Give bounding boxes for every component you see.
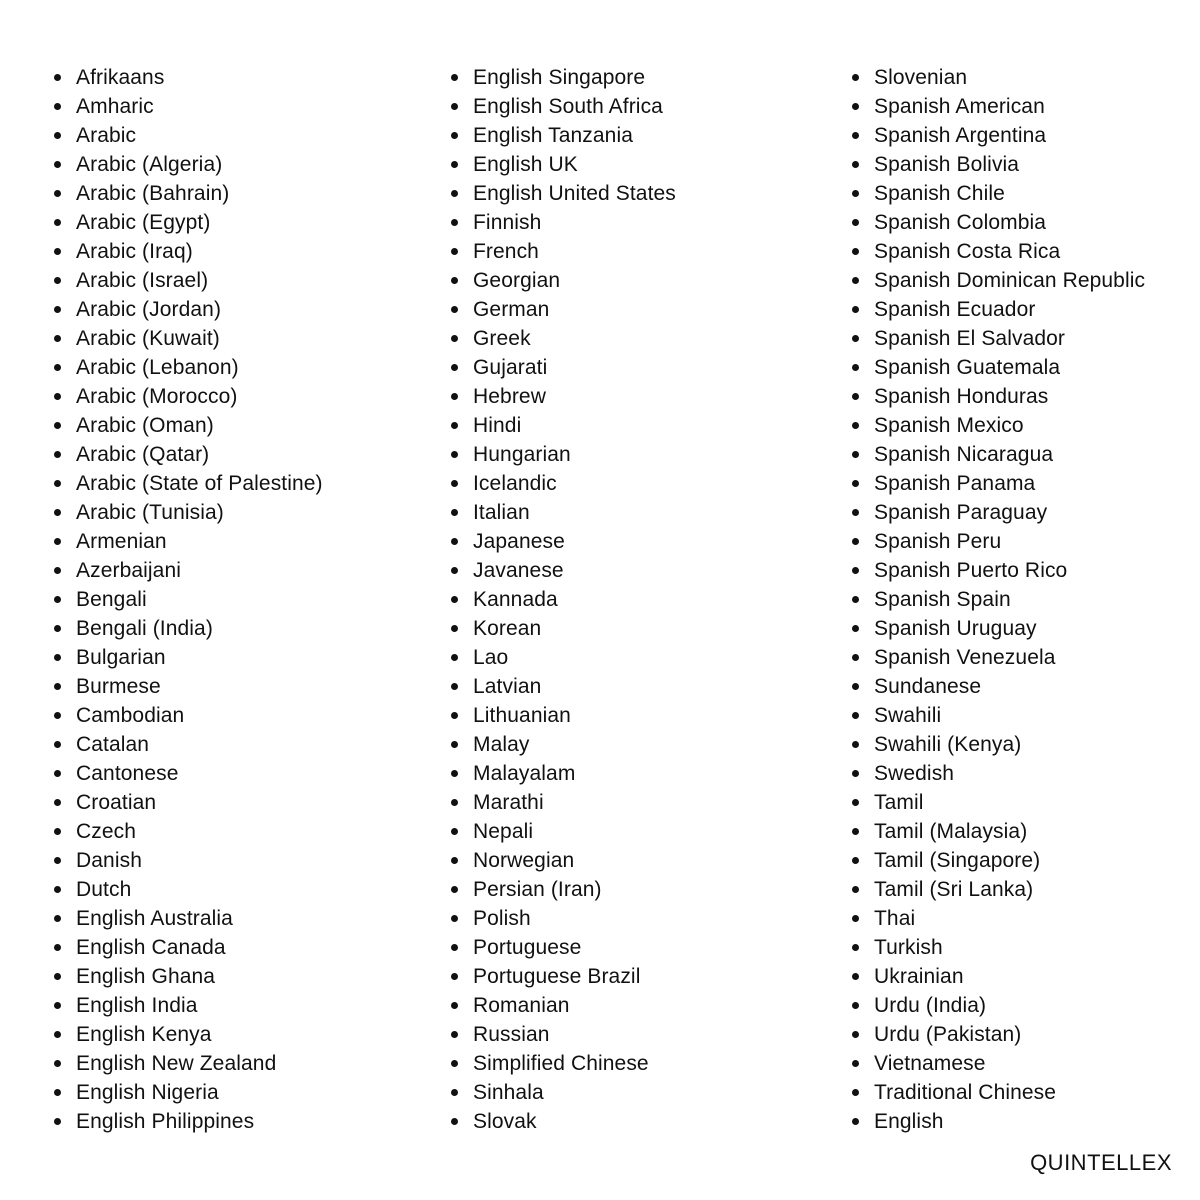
language-list-item: English Ghana (54, 962, 323, 991)
language-list-item: Tamil (Sri Lanka) (852, 875, 1145, 904)
language-list-item: Vietnamese (852, 1049, 1145, 1078)
language-list-item: Spanish Chile (852, 179, 1145, 208)
language-list-item: Spanish Honduras (852, 382, 1145, 411)
language-list-item: Hebrew (451, 382, 676, 411)
language-list-item: Swedish (852, 759, 1145, 788)
language-list-item: Danish (54, 846, 323, 875)
language-list-item: Kannada (451, 585, 676, 614)
language-list-item: Arabic (Iraq) (54, 237, 323, 266)
language-list-item: Gujarati (451, 353, 676, 382)
language-list-item: Spanish Peru (852, 527, 1145, 556)
language-list-item: Romanian (451, 991, 676, 1020)
language-list-item: Cambodian (54, 701, 323, 730)
language-list-item: English Singapore (451, 63, 676, 92)
language-list-item: Arabic (54, 121, 323, 150)
language-list-item: Catalan (54, 730, 323, 759)
language-list-item: Simplified Chinese (451, 1049, 676, 1078)
language-list-item: Arabic (Algeria) (54, 150, 323, 179)
language-list-item: Japanese (451, 527, 676, 556)
language-list-item: Croatian (54, 788, 323, 817)
language-list-item: Spanish Puerto Rico (852, 556, 1145, 585)
language-list-item: Sundanese (852, 672, 1145, 701)
language-list-item: Greek (451, 324, 676, 353)
language-list-item: English United States (451, 179, 676, 208)
language-list-item: Portuguese (451, 933, 676, 962)
language-list-item: Spanish Costa Rica (852, 237, 1145, 266)
language-list-item: Azerbaijani (54, 556, 323, 585)
language-list-item: Finnish (451, 208, 676, 237)
language-list-item: Armenian (54, 527, 323, 556)
language-list-item: English India (54, 991, 323, 1020)
language-list-item: English South Africa (451, 92, 676, 121)
language-list-item: Arabic (Lebanon) (54, 353, 323, 382)
language-list-item: Italian (451, 498, 676, 527)
language-list-item: Georgian (451, 266, 676, 295)
language-list-item: Spanish Spain (852, 585, 1145, 614)
language-list-column-2 (451, 63, 676, 1136)
language-list-item: Lithuanian (451, 701, 676, 730)
language-list-item: Tamil (Malaysia) (852, 817, 1145, 846)
language-list-item: Spanish Bolivia (852, 150, 1145, 179)
language-list-item: Sinhala (451, 1078, 676, 1107)
language-list-item: Spanish Guatemala (852, 353, 1145, 382)
language-list-item: Icelandic (451, 469, 676, 498)
language-list-item: Korean (451, 614, 676, 643)
language-list-item: Arabic (Qatar) (54, 440, 323, 469)
language-list-item: English Australia (54, 904, 323, 933)
language-list-item: Norwegian (451, 846, 676, 875)
language-list-item: Traditional Chinese (852, 1078, 1145, 1107)
language-list-item: Swahili (Kenya) (852, 730, 1145, 759)
language-list-item: Turkish (852, 933, 1145, 962)
language-list-item: Slovak (451, 1107, 676, 1136)
language-list-item: Arabic (Egypt) (54, 208, 323, 237)
language-list-item: Spanish Mexico (852, 411, 1145, 440)
language-list-item: Portuguese Brazil (451, 962, 676, 991)
language-list-item: English Canada (54, 933, 323, 962)
language-list-item: French (451, 237, 676, 266)
language-list-item: Spanish Panama (852, 469, 1145, 498)
language-list-item: English New Zealand (54, 1049, 323, 1078)
language-list-item: Spanish El Salvador (852, 324, 1145, 353)
language-list-item: Swahili (852, 701, 1145, 730)
language-list-item: Arabic (State of Palestine) (54, 469, 323, 498)
language-list-item: Spanish Ecuador (852, 295, 1145, 324)
language-list-item: Arabic (Oman) (54, 411, 323, 440)
language-list-item: Spanish Nicaragua (852, 440, 1145, 469)
language-list-item: Polish (451, 904, 676, 933)
language-list-item: Latvian (451, 672, 676, 701)
language-list-item: Spanish Dominican Republic (852, 266, 1145, 295)
language-list-item: Spanish Colombia (852, 208, 1145, 237)
language-list-item: Bengali (India) (54, 614, 323, 643)
language-list-item: Malayalam (451, 759, 676, 788)
language-list-item: Arabic (Jordan) (54, 295, 323, 324)
language-list-item: Arabic (Tunisia) (54, 498, 323, 527)
language-list-item: Marathi (451, 788, 676, 817)
language-list-item: Spanish Venezuela (852, 643, 1145, 672)
language-list-item: Arabic (Kuwait) (54, 324, 323, 353)
language-list-item: Spanish Argentina (852, 121, 1145, 150)
language-list-item: Bulgarian (54, 643, 323, 672)
language-list-column-3 (852, 63, 1145, 1136)
language-list-item: Ukrainian (852, 962, 1145, 991)
language-list-item: German (451, 295, 676, 324)
language-list-item: Arabic (Morocco) (54, 382, 323, 411)
brand-wordmark: QUINTELLEX (1030, 1150, 1172, 1175)
language-list-item: English UK (451, 150, 676, 179)
language-list-item: English Kenya (54, 1020, 323, 1049)
language-list-item: Nepali (451, 817, 676, 846)
language-list-item: Tamil (852, 788, 1145, 817)
language-list-item: Amharic (54, 92, 323, 121)
language-list-item: Cantonese (54, 759, 323, 788)
language-list-item: English Philippines (54, 1107, 323, 1136)
language-list-item: English Nigeria (54, 1078, 323, 1107)
language-list-item: Burmese (54, 672, 323, 701)
language-list-item: Czech (54, 817, 323, 846)
language-list-item: Hungarian (451, 440, 676, 469)
language-list-item: Afrikaans (54, 63, 323, 92)
language-list-item: Dutch (54, 875, 323, 904)
language-list-item: Arabic (Israel) (54, 266, 323, 295)
language-list-item: Malay (451, 730, 676, 759)
language-list-item: Bengali (54, 585, 323, 614)
language-list-item: Urdu (India) (852, 991, 1145, 1020)
language-list-item: Spanish Paraguay (852, 498, 1145, 527)
language-list-item: English (852, 1107, 1145, 1136)
language-list-item: Persian (Iran) (451, 875, 676, 904)
language-list-item: English Tanzania (451, 121, 676, 150)
language-list-item: Spanish Uruguay (852, 614, 1145, 643)
language-list-item: Javanese (451, 556, 676, 585)
language-list-item: Slovenian (852, 63, 1145, 92)
language-list-item: Tamil (Singapore) (852, 846, 1145, 875)
language-list-item: Urdu (Pakistan) (852, 1020, 1145, 1049)
language-list-item: Arabic (Bahrain) (54, 179, 323, 208)
language-list-item: Lao (451, 643, 676, 672)
language-list-item: Russian (451, 1020, 676, 1049)
language-list-column-1 (54, 63, 323, 1136)
language-list-item: Thai (852, 904, 1145, 933)
language-list-item: Spanish American (852, 92, 1145, 121)
language-list-item: Hindi (451, 411, 676, 440)
